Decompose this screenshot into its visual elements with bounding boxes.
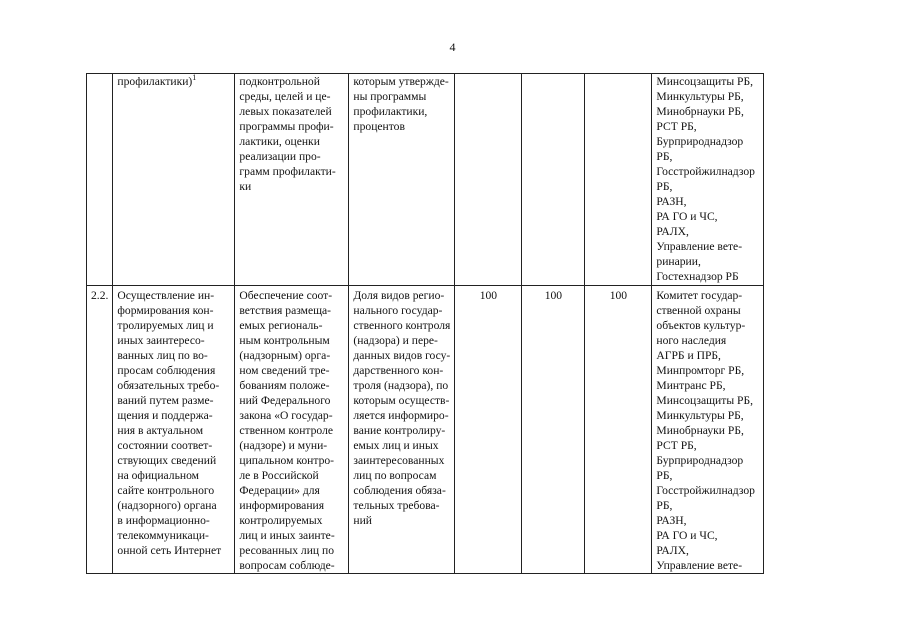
row-index-cell: 2.2. (87, 286, 113, 574)
value-cell-3: 100 (585, 286, 652, 574)
value-cell-2 (522, 74, 585, 286)
indicator-cell: Доля видов регио- нального государ- ственного контроля (надзора) и пере- данных видов госу- дарственного кон- троля (надзора), по которым осуществ- ляется информиро- вание контролиру- емых лиц и иных заинтересованных лиц по вопросам соблюдения обяза- тельных требова- ний (349, 286, 455, 574)
footnote-mark: 1 (192, 73, 197, 83)
description-cell: Обеспечение соот- ветствия размеща- емых региональ- ным контрольным (надзорным) орга- ном сведений тре- бованиям положе- ний Федерального закона «О государ- ственном контроле (надзоре) и муни- ципальном контро- ле в Российской Федерации» для информирования контролируемых лиц и иных заинте- ресованных лиц по вопросам соблюде- (235, 286, 349, 574)
measure-cell: Осуществление ин- формирования кон- тролируемых лиц и иных заинтересо- ванных лиц по во- просам соблюдения обязательных требо- ваний путем разме- щения и поддержа- ния в актуальном состоянии соответ- ствующих сведений на официальном сайте контрольного (надзорного) органа в информационно- телекоммуникаци- онной сеть Интернет (113, 286, 235, 574)
table-row (87, 74, 764, 286)
indicator-cell: которым утвержде- ны программы профилактики, процентов (349, 74, 455, 286)
value-cell-3 (585, 74, 652, 286)
measure-cell (113, 74, 235, 286)
value-cell-1 (455, 74, 522, 286)
measures-table (86, 73, 764, 574)
measure-text: профилактики) (117, 75, 193, 88)
value-cell-1: 100 (455, 286, 522, 574)
value-cell-2: 100 (522, 286, 585, 574)
executors-cell: Минсоцзащиты РБ, Минкультуры РБ, Минобрнауки РБ, РСТ РБ, Бурприроднадзор РБ, Госстройжилнадзор РБ, РАЗН, РА ГО и ЧС, РАЛХ, Управление вете- ринарии, Гостехнадзор РБ (652, 74, 764, 286)
page-number: 4 (449, 40, 456, 54)
table-row (87, 286, 764, 574)
description-cell: подконтрольной среды, целей и це- левых показателей программы профи- лактики, оценки реализации про- грамм профилакти- ки (235, 74, 349, 286)
row-index-cell (87, 74, 113, 286)
executors-cell: Комитет государ- ственной охраны объектов культур- ного наследия АГРБ и ПРБ, Минпромторг РБ, Минтранс РБ, Минсоцзащиты РБ, Минкультуры РБ, Минобрнауки РБ, РСТ РБ, Бурприроднадзор РБ, Госстройжилнадзор РБ, РАЗН, РА ГО и ЧС, РАЛХ, Управление вете- (652, 286, 764, 574)
